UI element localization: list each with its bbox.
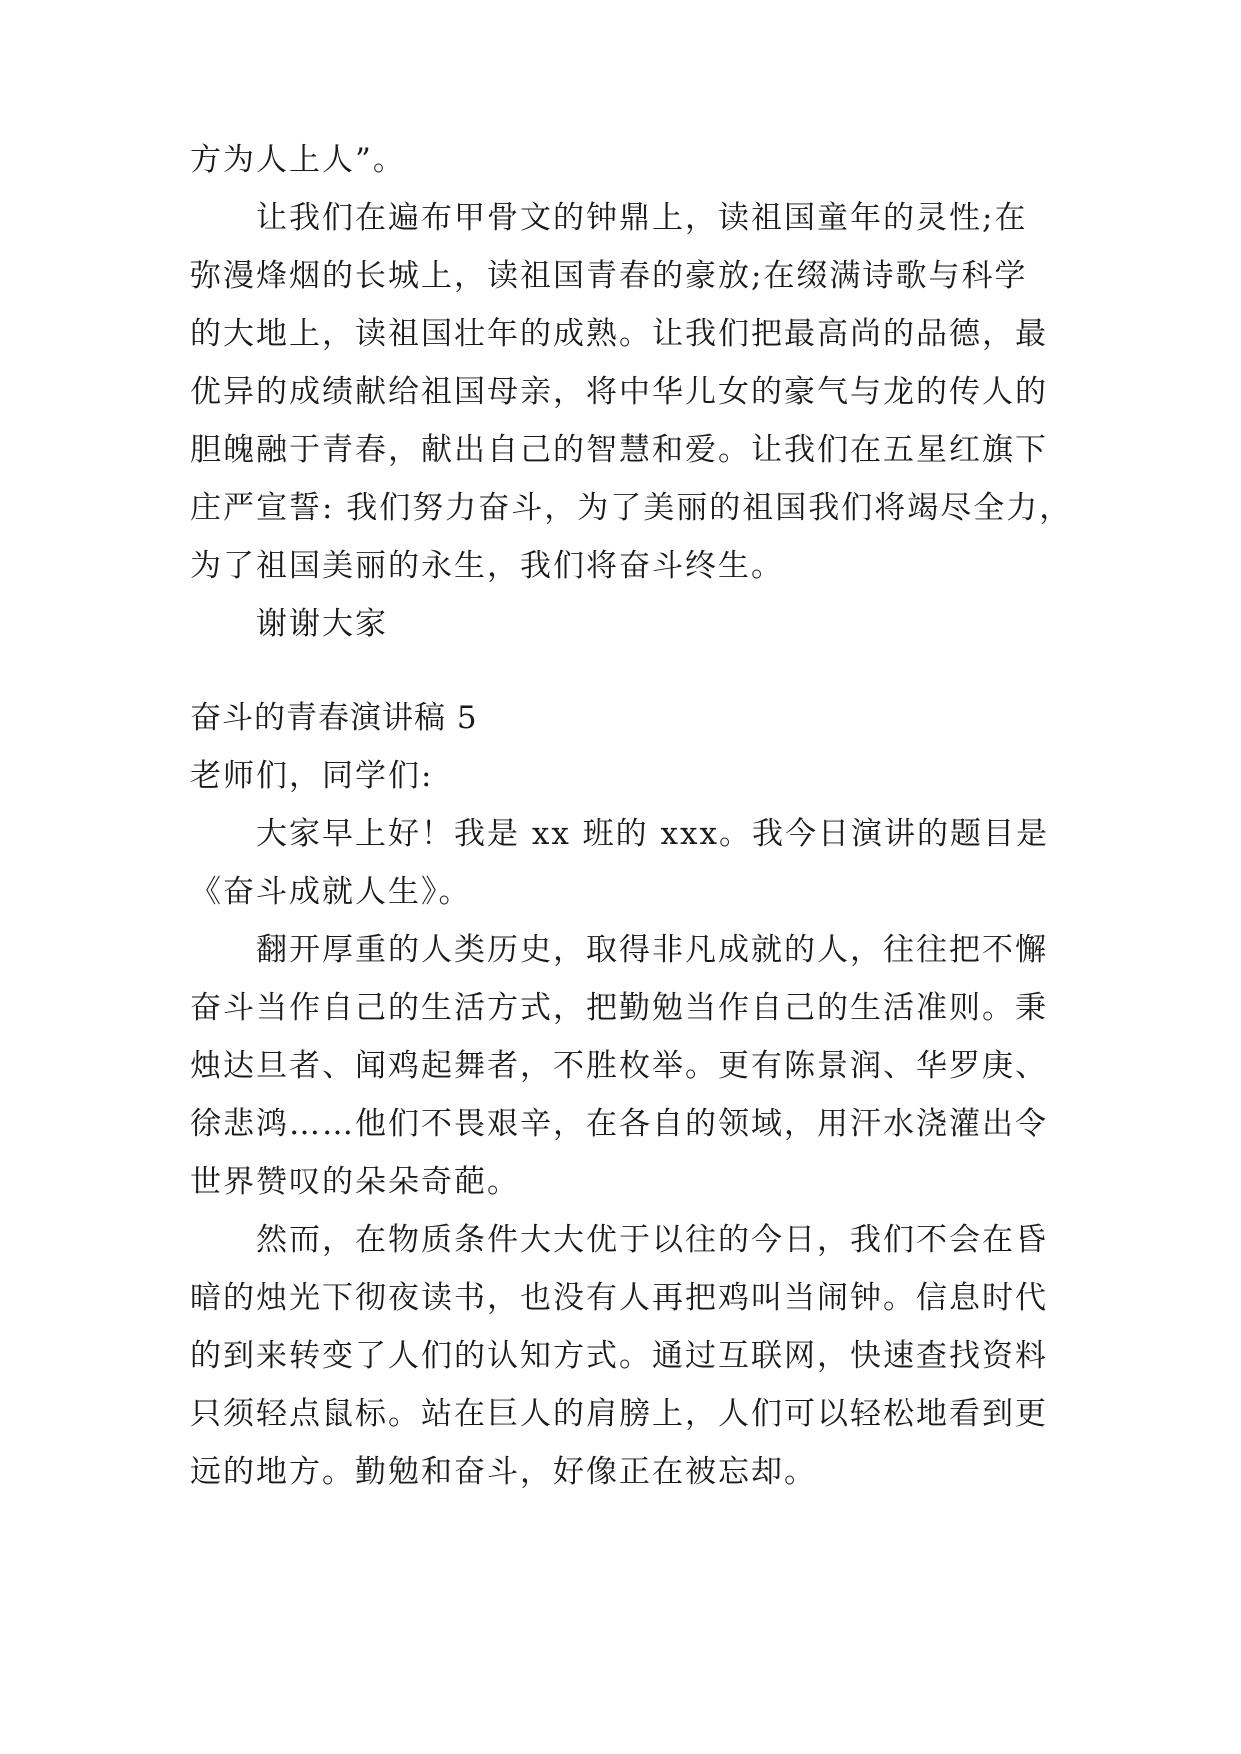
text-line: 弥漫烽烟的长城上，读祖国青春的豪放;在缀满诗歌与科学 xyxy=(190,258,1028,294)
text-line: 然而，在物质条件大大优于以往的今日，我们不会在昏 xyxy=(256,1222,1048,1258)
text-line: 烛达旦者、闻鸡起舞者，不胜枚举。更有陈景润、华罗庚、 xyxy=(190,1048,1048,1084)
text-line: 奋斗当作自己的生活方式，把勤勉当作自己的生活准则。秉 xyxy=(190,990,1048,1026)
text-line: 远的地方。勤勉和奋斗，好像正在被忘却。 xyxy=(190,1454,817,1490)
text-line: 翻开厚重的人类历史，取得非凡成就的人，往往把不懈 xyxy=(256,932,1048,968)
text-line: 大家早上好！我是 xx 班的 xxx。我今日演讲的题目是 xyxy=(256,816,1049,852)
text-line: 只须轻点鼠标。站在巨人的肩膀上，人们可以轻松地看到更 xyxy=(190,1396,1048,1432)
text-line: 暗的烛光下彻夜读书，也没有人再把鸡叫当闹钟。信息时代 xyxy=(190,1280,1048,1316)
text-line: 优异的成绩献给祖国母亲，将中华儿女的豪气与龙的传人的 xyxy=(190,374,1048,410)
text-line: 胆魄融于青春，献出自己的智慧和爱。让我们在五星红旗下 xyxy=(190,432,1048,468)
text-line: 徐悲鸿……他们不畏艰辛，在各自的领域，用汗水浇灌出令 xyxy=(190,1106,1048,1142)
text-line: 的到来转变了人们的认知方式。通过互联网，快速查找资料 xyxy=(190,1338,1048,1374)
text-line: 谢谢大家 xyxy=(256,606,388,642)
text-line: 《奋斗成就人生》。 xyxy=(190,874,472,910)
text-line: 世界赞叹的朵朵奇葩。 xyxy=(190,1164,520,1200)
text-line: 的大地上，读祖国壮年的成熟。让我们把最高尚的品德，最 xyxy=(190,316,1048,352)
text-line: 让我们在遍布甲骨文的钟鼎上，读祖国童年的灵性;在 xyxy=(256,200,1028,236)
salutation: 老师们，同学们: xyxy=(190,758,434,794)
text-line: 庄严宣誓: 我们努力奋斗，为了美丽的祖国我们将竭尽全力， xyxy=(190,490,1073,526)
text-line: 方为人上人”。 xyxy=(190,142,406,178)
section-title: 奋斗的青春演讲稿 5 xyxy=(190,700,478,736)
text-line: 为了祖国美丽的永生，我们将奋斗终生。 xyxy=(190,548,784,584)
